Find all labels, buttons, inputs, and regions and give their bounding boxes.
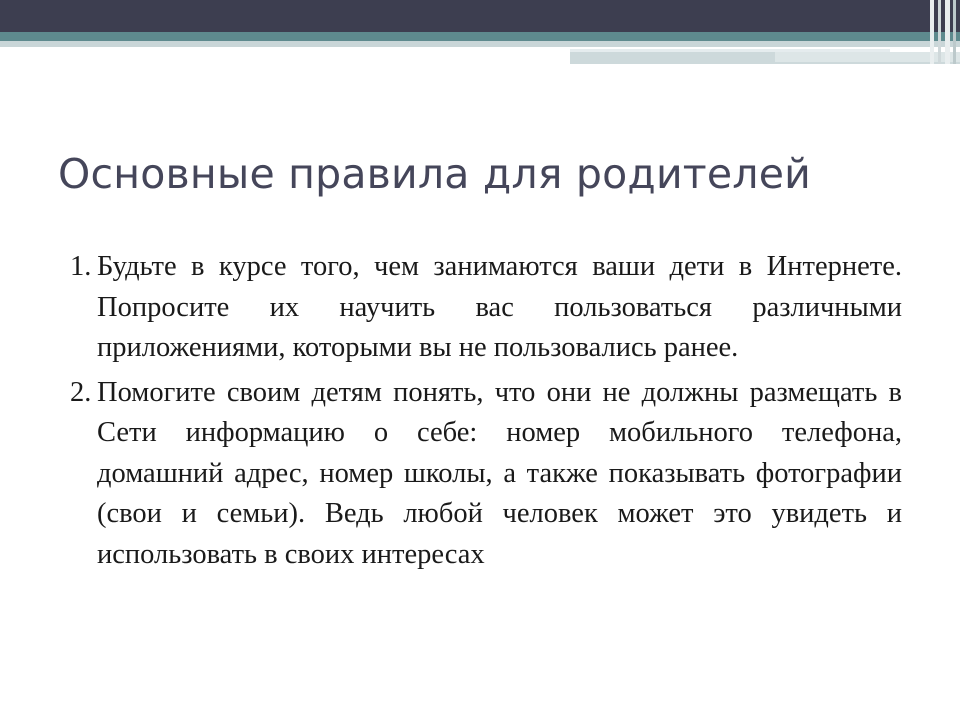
rule-number: 2. xyxy=(70,376,92,408)
header-pillar xyxy=(938,0,941,64)
rule-number: 1. xyxy=(70,251,92,282)
header-band-light xyxy=(0,41,960,47)
header-pillar xyxy=(930,0,934,64)
header-pillar xyxy=(953,0,956,64)
rule-text: Помогите своим детям понять, что они не должны размещать в Сети информацию о себе: номер мобильного телефона, домашний адрес, номер школы, а также показывать фотографии (свои и семьи). Ведь любой человек может это увидеть и использовать в своих интересах xyxy=(97,376,902,570)
header-band-dark xyxy=(0,0,960,32)
rule-item xyxy=(70,373,902,576)
rule-text: Будьте в курсе того, чем занимаются ваши дети в Интернете. Попросите их научить вас пользоваться различными приложениями, которыми вы не пользовались ранее. xyxy=(97,251,902,363)
slide-title: Основные правила для родителей xyxy=(58,150,811,198)
header-pillar xyxy=(945,0,950,64)
rules-list xyxy=(70,247,902,579)
rule-item xyxy=(70,247,902,369)
header-band-teal xyxy=(0,32,960,41)
